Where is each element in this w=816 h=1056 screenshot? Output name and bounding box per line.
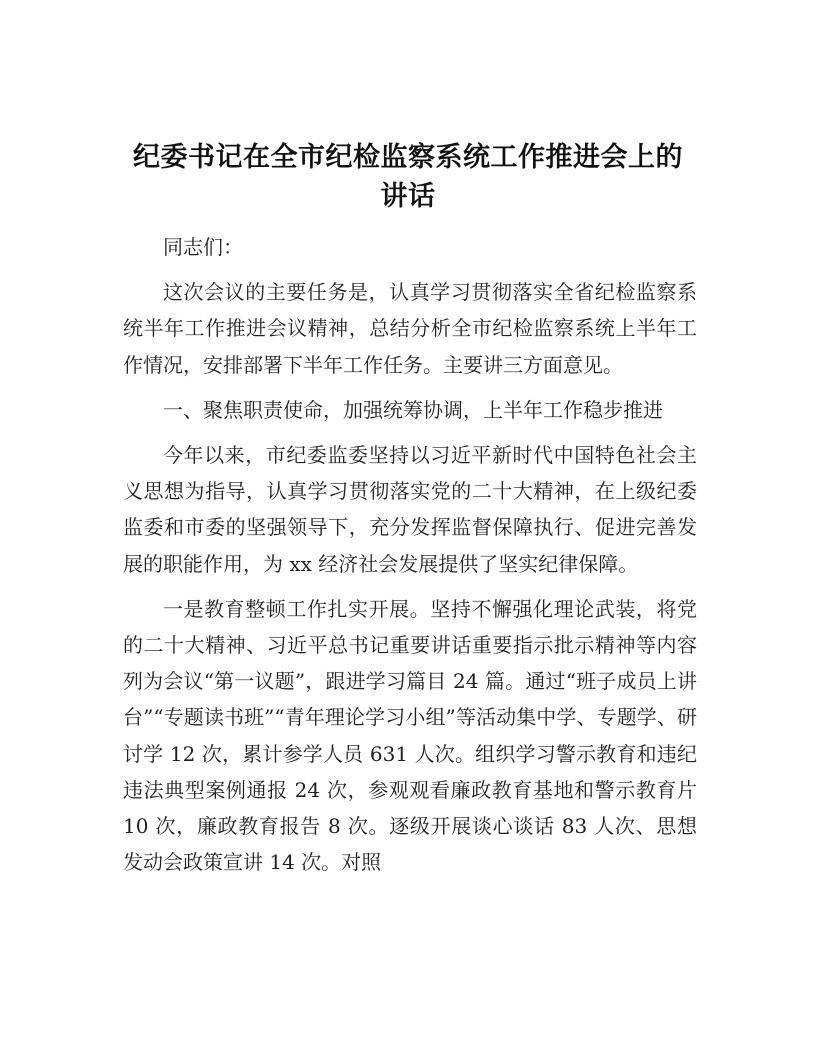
salutation: 同志们： <box>163 235 243 259</box>
paragraph-education: 一是教育整顿工作扎实开展。坚持不懈强化理论武装，将党的二十大精神、习近平总书记重要讲话重要指示批示精神等内容列为会议“第一议题”，跟进学习篇目 24 篇。通过“班子成员上讲台”“专题读书班”“青年理论学习小组”等活动集中学、专题学、研讨学 12 次，累计参学人员 631 人次。组织学习警示教育和违纪违法典型案例通报 24 次，参观观看廉政教育基地和警示教育片 10 次，廉政教育报告 8 次。逐级开展谈心谈话 83 人次、思想发动会政策宣讲 14 次。对照 <box>123 596 697 875</box>
title-line-2: 讲话 <box>380 181 436 212</box>
paragraph-overview: 今年以来，市纪委监委坚持以习近平新时代中国特色社会主义思想为指导，认真学习贯彻落实党的二十大精神，在上级纪委监委和市委的坚强领导下，充分发挥监督保障执行、促进完善发展的职能作用，为 xx 经济社会发展提供了坚实纪律保障。 <box>123 443 697 576</box>
title-line-1: 纪委书记在全市纪检监察系统工作推进会上的 <box>133 142 683 173</box>
document-title <box>110 138 706 216</box>
section-heading-1: 一、聚焦职责使命，加强统筹协调，上半年工作稳步推进 <box>163 397 663 422</box>
document-body <box>123 229 697 880</box>
paragraph-intro: 这次会议的主要任务是，认真学习贯彻落实全省纪检监察系统半年工作推进会议精神，总结分析全市纪检监察系统上半年工作情况，安排部署下半年工作任务。主要讲三方面意见。 <box>123 280 697 377</box>
